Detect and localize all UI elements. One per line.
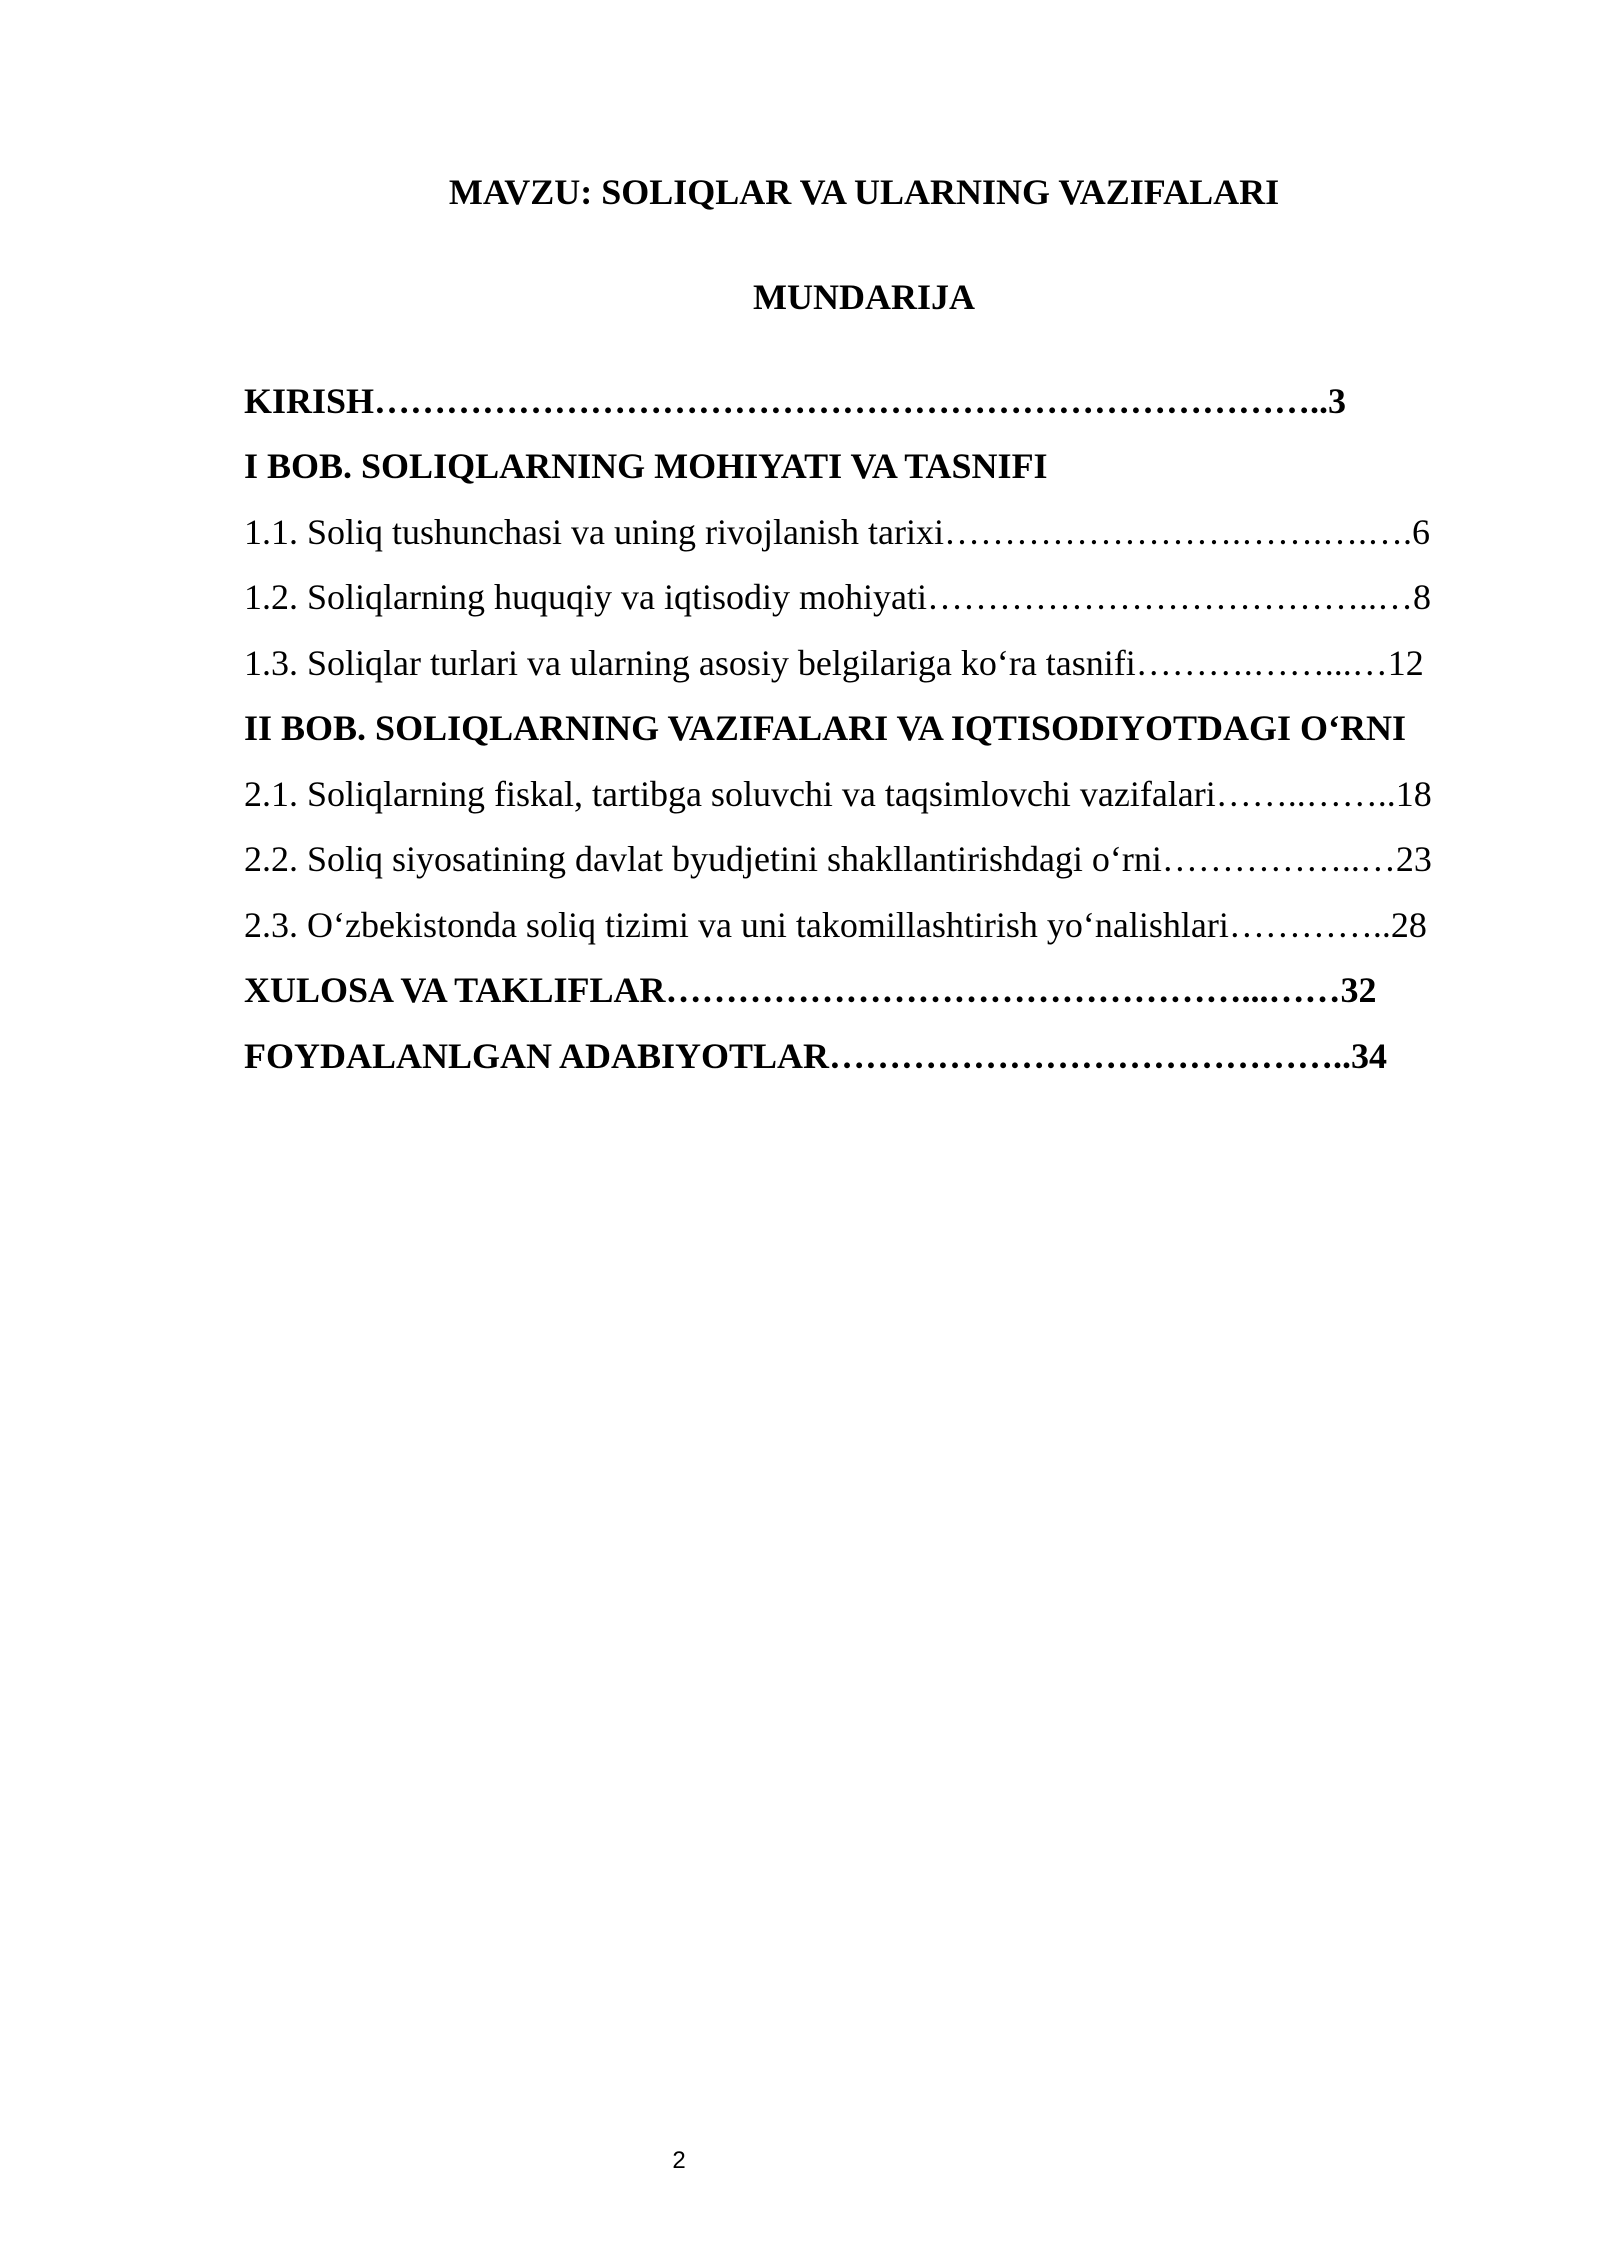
document-title: MAVZU: SOLIQLAR VA ULARNING VAZIFALARI (448, 172, 1280, 212)
toc-entry-1-3: 1.3. Soliqlar turlari va ularning asosiy belgilariga ko‘ra tasnifi……….……...…12 (244, 643, 1424, 683)
toc-heading: MUNDARIJA (753, 277, 975, 317)
toc-entry-1-2: 1.2. Soliqlarning huquqiy va iqtisodiy mohiyati………………………………..…8 (244, 577, 1431, 617)
page-number: 2 (672, 2147, 686, 2174)
toc-entry-2-2: 2.2. Soliq siyosatining davlat byudjetini shakllantirishdagi o‘rni……………..…23 (244, 839, 1432, 879)
toc-entry-2-3: 2.3. O‘zbekistonda soliq tizimi va uni takomillashtirish yo‘nalishlari…………..28 (244, 905, 1427, 945)
toc-entry-chapter-1: I BOB. SOLIQLARNING MOHIYATI VA TASNIFI (244, 446, 1048, 486)
toc-entry-conclusion: XULOSA VA TAKLIFLAR…………………………………………...……32 (244, 970, 1377, 1010)
toc-entry-chapter-2: II BOB. SOLIQLARNING VAZIFALARI VA IQTISODIYOTDAGI O‘RNI (244, 708, 1406, 748)
toc-entry-introduction: KIRISH……………………………………………………………………..3 (244, 381, 1347, 421)
toc-entry-2-1: 2.1. Soliqlarning fiskal, tartibga soluvchi va taqsimlovchi vazifalari……..……..18 (244, 774, 1432, 814)
toc-entry-1-1: 1.1. Soliq tushunchasi va uning rivojlanish tarixi…………………….…….….….6 (244, 512, 1430, 552)
toc-entry-references: FOYDALANLGAN ADABIYOTLAR……………………………………..34 (244, 1036, 1388, 1076)
